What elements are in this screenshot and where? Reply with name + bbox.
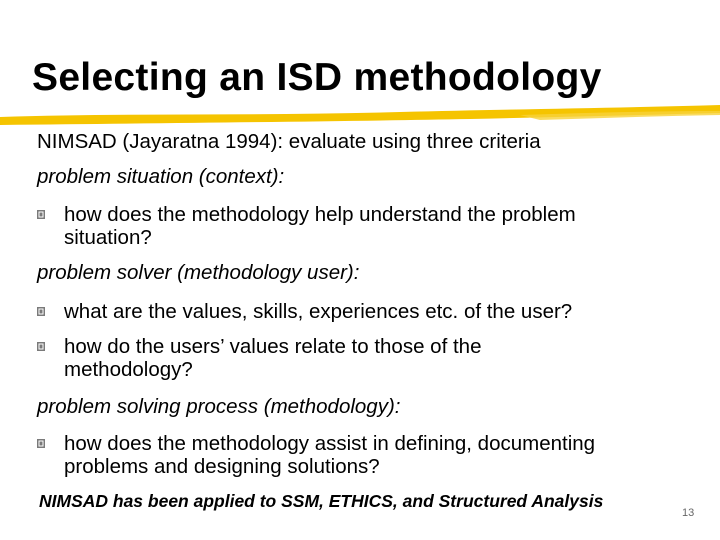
page-number: 13 [682, 507, 695, 519]
slide-title: Selecting an ISD methodology [32, 56, 602, 99]
bullet-text: how does the methodology assist in defining, documenting [64, 432, 596, 455]
section-heading-process: problem solving process (methodology): [37, 395, 401, 418]
square-bullet-icon [37, 307, 45, 316]
section-heading-solver: problem solver (methodology user): [37, 261, 360, 284]
square-bullet-icon [37, 342, 45, 351]
square-bullet-icon [37, 210, 45, 219]
section-heading-context: problem situation (context): [37, 165, 285, 188]
bullet-text-continued: situation? [64, 226, 152, 249]
bullet-text: how does the methodology help understand the problem [64, 203, 576, 226]
slide-footer-note: NIMSAD has been applied to SSM, ETHICS, and Structured Analysis [39, 491, 604, 511]
title-underline-brush [0, 103, 720, 133]
bullet-text-continued: methodology? [64, 358, 193, 381]
bullet-text: how do the users’ values relate to those of the [64, 335, 482, 358]
bullet-text-continued: problems and designing solutions? [64, 455, 380, 478]
intro-line: NIMSAD (Jayaratna 1994): evaluate using three criteria [37, 130, 541, 153]
square-bullet-icon [37, 439, 45, 448]
bullet-text: what are the values, skills, experiences etc. of the user? [64, 300, 573, 323]
